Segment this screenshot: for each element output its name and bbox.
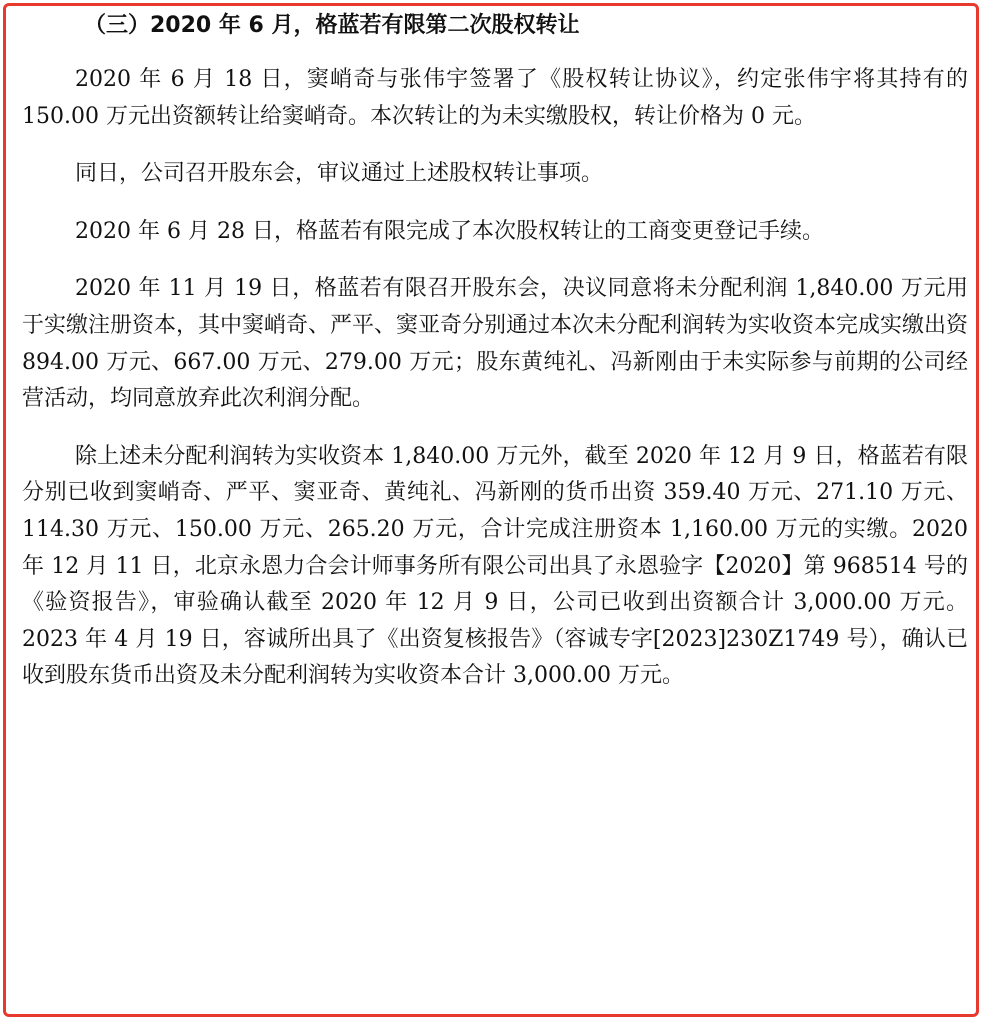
paragraph-shareholder-meeting: 同日，公司召开股东会，审议通过上述股权转让事项。 [75, 161, 604, 187]
section-heading: （三）2020 年 6 月，格蓝若有限第二次股权转让 [84, 13, 580, 38]
paragraph-capital-verification: 除上述未分配利润转为实收资本 1,840.00 万元外，截至 2020 年 12 月 9 日，格蓝若有限分别已收到窦峭奇、严平、窦亚奇、黄纯礼、冯新刚的货币出资 359.40 万元、271.10 万元、114.30 万元、150.00 万元、265.20 万元，合计完成注册资本 1,160.00 万元的实缴。2020 年 12 月 11 日，北京永恩力合会计师事务所有限公司出具了永恩验字【2020】第 968514 号的《验资报告》，审验确认截至 2020 年 12 月 9 日，公司已收到出资额合计 3,000.00 万元。2023 年 4 月 19 日，容诚所出具了《出资复核报告》（容诚专字[2023]230Z1749 号），确认已收到股东货币出资及未分配利润转为实收资本合计 3,000.00 万元。 [22, 443, 968, 689]
paragraph-registration-change: 2020 年 6 月 28 日，格蓝若有限完成了本次股权转让的工商变更登记手续。 [75, 218, 824, 244]
document-body [22, 6, 968, 716]
paragraph-transfer-agreement: 2020 年 6 月 18 日，窦峭奇与张伟宇签署了《股权转让协议》，约定张伟宇将其持有的 150.00 万元出资额转让给窦峭奇。本次转让的为未实缴股权，转让价格为 0 元。 [22, 67, 968, 129]
paragraph-profit-conversion: 2020 年 11 月 19 日，格蓝若有限召开股东会，决议同意将未分配利润 1,840.00 万元用于实缴注册资本，其中窦峭奇、严平、窦亚奇分别通过本次未分配利润转为实收资本完成实缴出资 894.00 万元、667.00 万元、279.00 万元；股东黄纯礼、冯新刚由于未实际参与前期的公司经营活动，均同意放弃此次利润分配。 [22, 276, 969, 412]
